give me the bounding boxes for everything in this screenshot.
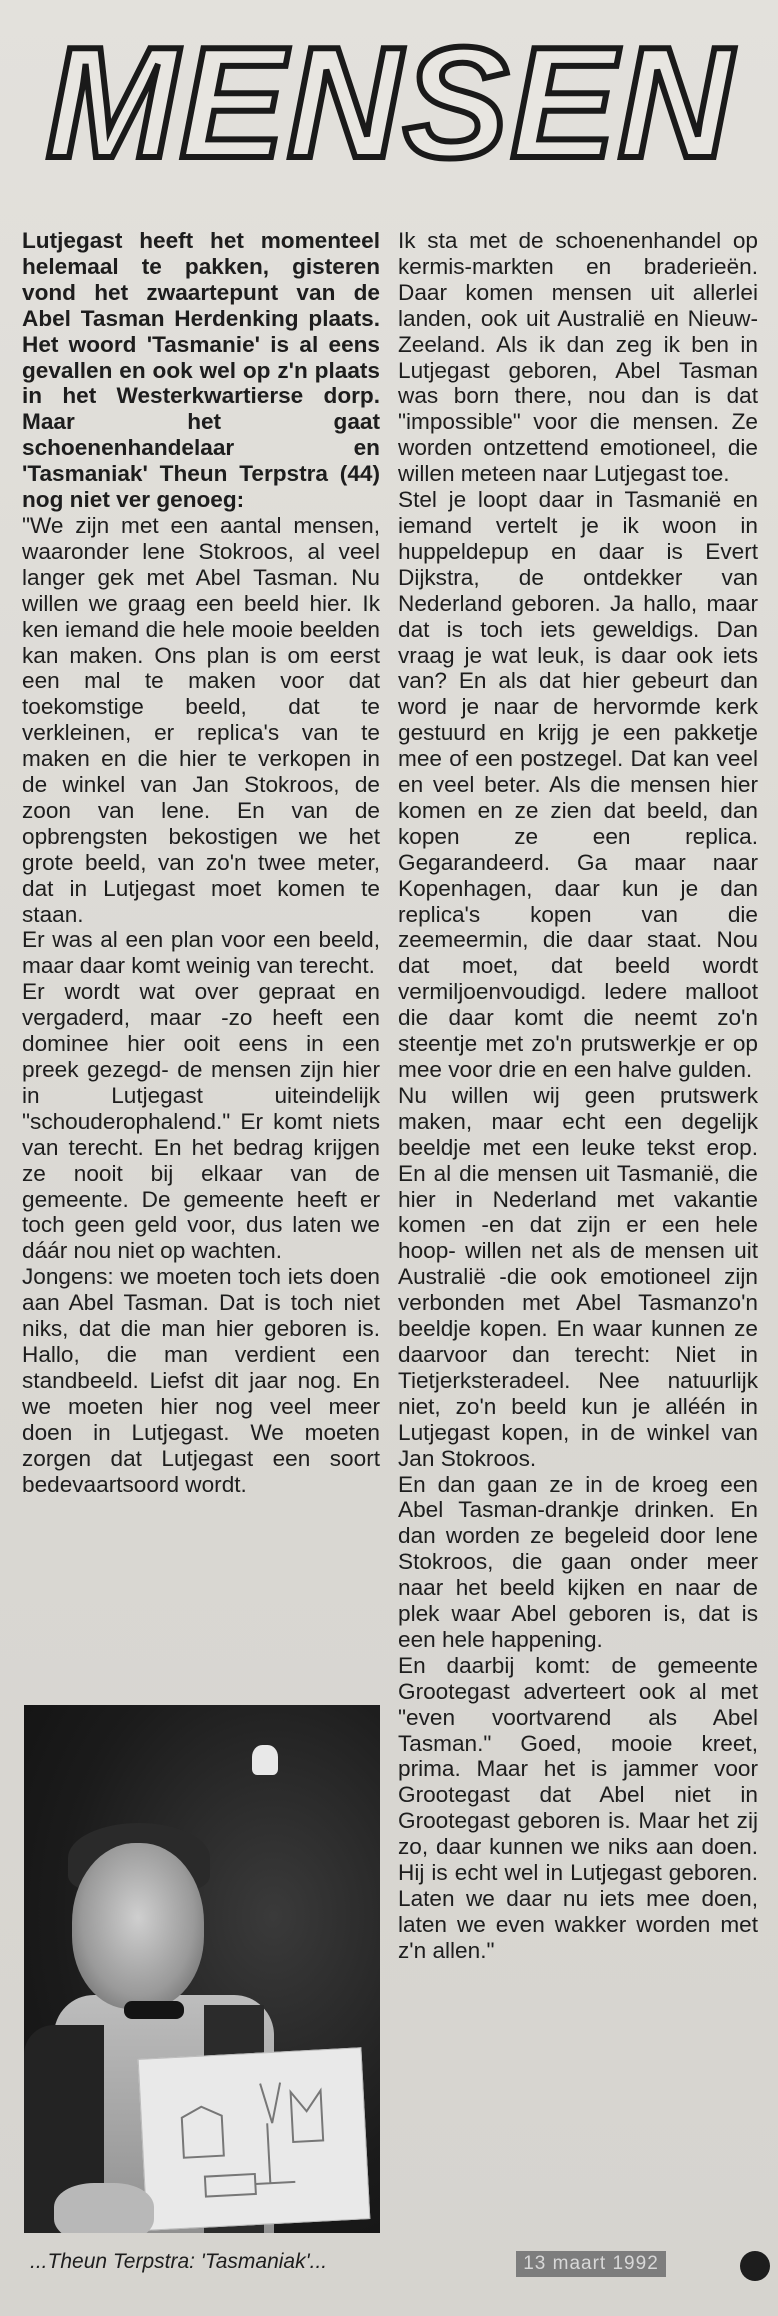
article-paragraph: Nu willen wij geen prutswerk maken, maar echt een degelijk beeldje met een leuke tekst erop. En al die mensen uit Tasmanië, die hier in Nederland met vakantie komen -en dat zijn er een hele hoop- willen net als de mensen uit Australië -die ook emotioneel zijn verbonden met Abel Tasmanzo'n beeldje kopen. En waar kunnen ze daarvoor dan terecht: Niet in Tietjerksteradeel. Nee natuurlijk niet, zo'n beeld kun je alléén in Lutjegast kopen, in de winkel van Jan Stokroos. xyxy=(398,1082,758,1471)
section-title: MENSEN xyxy=(46,15,734,191)
photo-caption: ...Theun Terpstra: 'Tasmaniak'... xyxy=(30,2250,328,2273)
lamp-shape xyxy=(252,1745,278,1775)
article-paragraph: Ik sta met de schoenenhandel op kermis-markten en braderieën. Daar komen mensen uit allerlei landen, ook uit Australië en Nieuw-Zeeland. Als ik dan zeg ik ben in Lutjegast geboren, Abel Tasman was born there, nou dan is dat "impossible" voor die mensen. Ze worden ontzettend emotioneel, die willen meteen naar Lutjegast toe. xyxy=(398,228,758,487)
article-paragraph: En dan gaan ze in de kroeg een Abel Tasman-drankje drinken. En dan worden ze begeleid door lene Stokroos, die gaan onder meer naar het beeld kijken en naar de plek waar Abel geboren is, dat is een hele happening. xyxy=(398,1471,758,1652)
article-lead: Lutjegast heeft het momenteel helemaal te pakken, gisteren vond het zwaartepunt van de Abel Tasman Herdenking plaats. Het woord 'Tasmanie' is al eens gevallen en ook wel op z'n plaats in het Westerkwartierse dorp. Maar het gaat schoenenhandelaar en 'Tasmaniak' Theun Terpstra (44) nog niet ver genoeg: xyxy=(22,228,380,513)
bow-tie xyxy=(124,2001,184,2019)
portrait-photo xyxy=(24,1705,380,2233)
article-column-right xyxy=(398,228,758,1964)
article-paragraph: "We zijn met een aantal mensen, waaronder lene Stokroos, al veel langer gek met Abel Tasman. Nu willen we graag een beeld hier. Ik ken iemand die hele mooie beelden kan maken. Ons plan is om eerst een mal te maken voor dat toekomstige beeld, dat te verkleinen, er replica's van te maken en die hier te verkopen in de winkel van Jan Stokroos, de zoon van lene. En van de opbrengsten bekostigen we het grote beeld, van zo'n twee meter, dat in Lutjegast moet komen te staan. xyxy=(22,512,380,927)
article-paragraph: Er was al een plan voor een beeld, maar daar komt weinig van terecht. xyxy=(22,927,380,979)
masthead xyxy=(0,0,778,210)
corner-dot-icon xyxy=(740,2251,770,2281)
article-paragraph: Er wordt wat over gepraat en vergaderd, maar -zo heeft een dominee hier ooit eens in een preek gezegd- de mensen zijn hier in Lutjegast uiteindelijk "schouderophalend." Er komt niets van terecht. En het bedrag krijgen ze nooit bij elkaar van de gemeente. De gemeente heeft er toch geen geld voor, dus laten we dáár nou niet op wachten. xyxy=(22,979,380,1264)
article-column-left xyxy=(22,228,380,1497)
date-stamp: 13 maart 1992 xyxy=(516,2251,666,2277)
article-paragraph: Stel je loopt daar in Tasmanië en iemand vertelt je ik woon in huppeldepup en daar is Evert Dijkstra, de ontdekker van Nederland geboren. Ja hallo, maar dat is toch iets geweldigs. Dan vraag je wat leuk, is daar ook iets van? En als dat hier gebeurt dan word je naar de hervormde kerk gestuurd en krijg je een pakketje mee of een postzegel. Dat kan veel en veel beter. Als die mensen hier komen en ze zien dat beeld, dan kopen ze een replica. Gegarandeerd. Ga maar naar Kopenhagen, daar kun je dan replica's kopen van die zeemeermin, die daar staat. Nou dat moet, dat beeld wordt vermiljoenvoudigd. ledere malloot die daar komt die neemt zo'n steentje met zo'n prutswerkje er op mee voor drie en een halve gulden. xyxy=(398,487,758,1082)
person-head xyxy=(72,1843,204,2009)
article-paragraph: Jongens: we moeten toch iets doen aan Abel Tasman. Dat is toch niet niks, dat die man hier geboren is. Hallo, die man verdient een standbeeld. Liefst dit jaar nog. En we moeten hier nog veel meer doen in Lutjegast. We moeten zorgen dat Lutjegast een soort bedevaartsoord wordt. xyxy=(22,1264,380,1497)
article-paragraph: En daarbij komt: de gemeente Grootegast adverteert ook al met "even voortvarend als Abel Tasman." Goed, mooie kreet, prima. Maar het is jammer voor Grootegast dat Abel niet in Grootegast geboren is. Maar het zij zo, daar kunnen we niks aan doen. Hij is echt wel in Lutjegast geboren. Laten we daar nu iets mee doen, laten we even wakker worden met z'n allen." xyxy=(398,1652,758,1963)
sketch-sheet xyxy=(138,2047,371,2230)
